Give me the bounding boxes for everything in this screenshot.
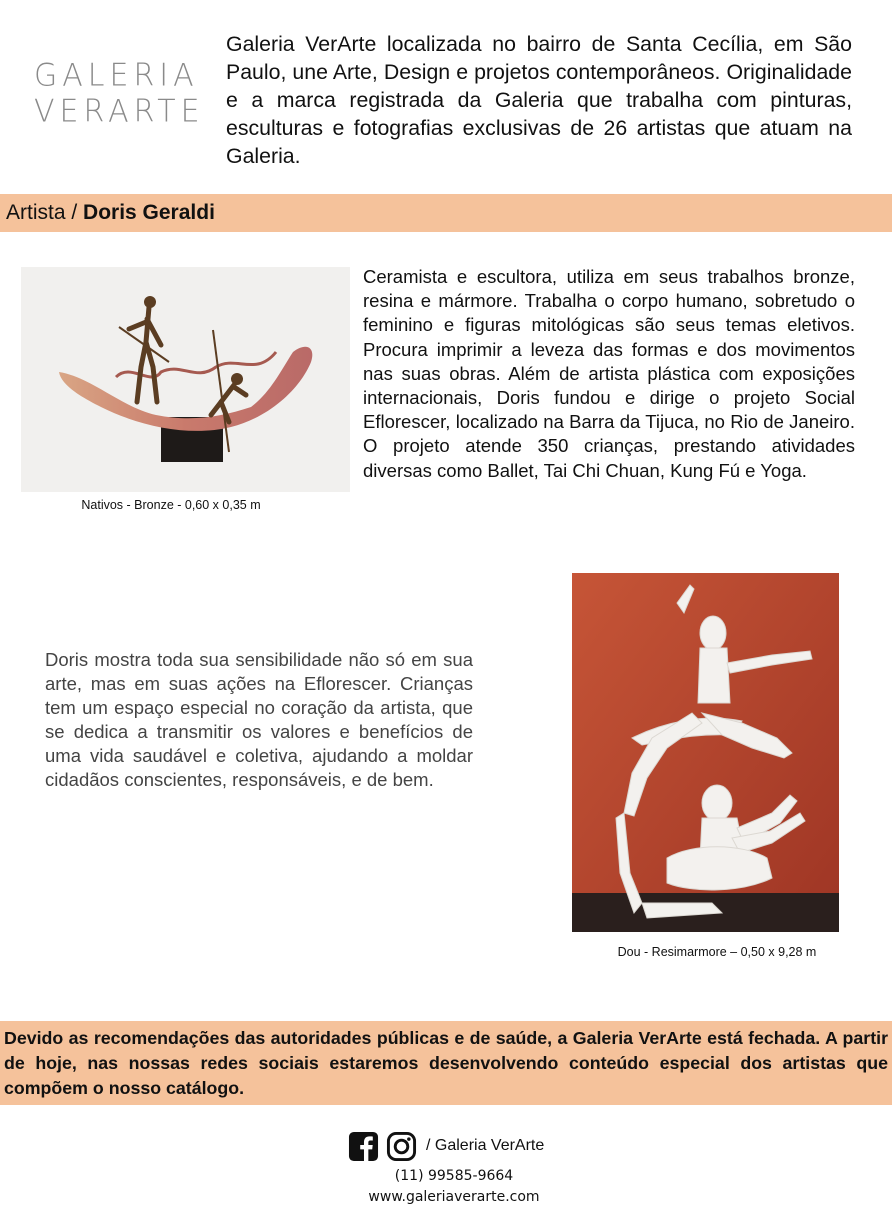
artwork-nativos-caption: Nativos - Bronze - 0,60 x 0,35 m xyxy=(81,498,261,512)
website-link[interactable]: www.galeriaverarte.com xyxy=(368,1189,540,1205)
social-links xyxy=(348,1130,544,1162)
artwork-dou-caption: Dou - Resimarmore – 0,50 x 9,28 m xyxy=(617,945,817,959)
intro-paragraph: Galeria VerArte localizada no bairro de Santa Cecília, em São Paulo, une Arte, Design e projetos contemporâneos. Originalidade e a marca registrada da Galeria que trabalha com pinturas, esculturas e fotografias exclusivas de 26 artistas que atuam na Galeria. xyxy=(226,32,852,168)
eflorescer-paragraph: Doris mostra toda sua sensibilidade não só em sua arte, mas em suas ações na Eflorescer. Crianças tem um espaço especial no coração da artista, que se dedica a transmitir os valores e benefícios de uma vida saudável e coletiva, ajudando a moldar cidadãos conscientes, responsáveis, e de bem. xyxy=(45,649,473,790)
artwork-dou-image xyxy=(572,573,839,932)
social-handle: / Galeria VerArte xyxy=(426,1137,545,1154)
logo-line-2: VERARTE xyxy=(34,92,205,130)
artist-heading-bar xyxy=(0,194,892,232)
artwork-nativos-image xyxy=(21,267,350,492)
phone-number: (11) 99585-9664 xyxy=(394,1168,514,1184)
gallery-logo xyxy=(34,57,205,130)
artist-label: Artista / xyxy=(6,201,78,224)
closure-notice: Devido as recomendações das autoridades públicas e de saúde, a Galeria VerArte está fechada. A partir de hoje, nas nossas redes sociais estaremos desenvolvendo conteúdo especial dos artistas que compõem o nosso catálogo. xyxy=(0,1021,892,1105)
logo-line-1: GALERIA xyxy=(34,57,199,94)
artist-bio: Ceramista e escultora, utiliza em seus trabalhos bronze, resina e mármore. Trabalha o corpo humano, sobretudo o feminino e figuras mitológicas são seus temas eletivos. Procura imprimir a leveza das formas e dos movimentos nas suas obras. Além de artista plástica com exposições internacionais, Doris fundou e dirige o projeto Social Eflorescer, localizado na Barra da Tijuca, no Rio de Janeiro. O projeto atende 350 crianças, prestando atividades diversas como Ballet, Tai Chi Chuan, Kung Fú e Yoga. xyxy=(363,266,855,481)
artist-name: Doris Geraldi xyxy=(83,201,215,224)
facebook-icon[interactable] xyxy=(348,1131,379,1162)
instagram-icon[interactable] xyxy=(386,1131,417,1162)
